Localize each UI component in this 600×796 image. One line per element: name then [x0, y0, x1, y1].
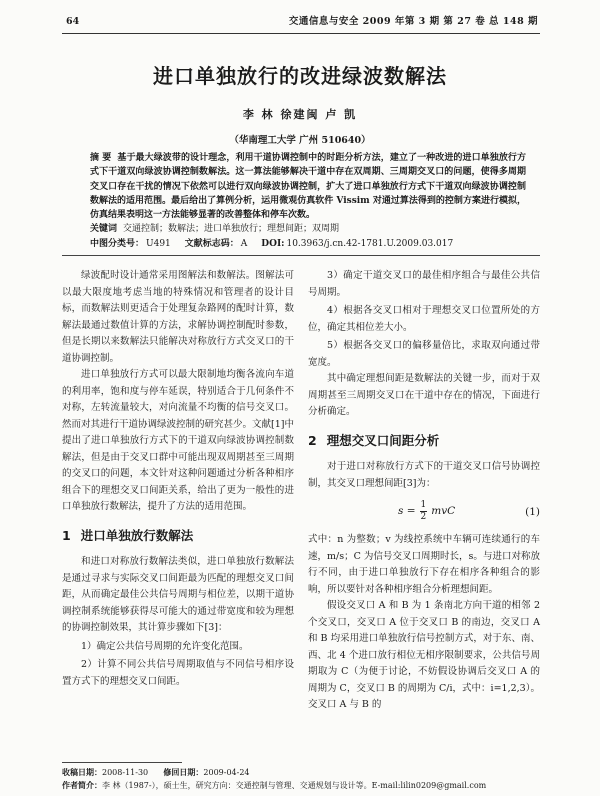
classification-row: [90, 237, 526, 251]
authors: 李 林 徐建闽 卢 凯: [242, 108, 358, 121]
section-1-paragraph: 和进口对称放行数解法类似，进口单独放行数解法是通过寻求与实际交叉口间距最为匹配的理想交叉口间距，从而确定最佳公共信号周期与相位差，以期干道协调控制系统能够获得尽可能大的通过带宽度和较为理想的协调控制效果，其计算步骤如下[3]：: [62, 556, 294, 633]
section-1-number: 1: [62, 527, 71, 543]
transition-paragraph: 其中确定理想间距是数解法的关键一步，而对于双周期甚至三周期交叉口在干道中存在的情况，下面进行分析确定。: [308, 373, 540, 417]
doc-code: [185, 237, 248, 251]
step-1: 1）确定公共信号周期的允许变化范围。: [81, 640, 249, 652]
intro-paragraph-1: 绿波配时设计通常采用图解法和数解法。图解法可以最大限度地考虑当地的特殊情况和管理者的设计目标，而数解法则更适合于处理复杂路网的配时计算，数解法最通过数值计算的方法，求解协调控制配时参数，但是长期以来数解法只能解决对称放行方式交叉口的干道协调控制。: [62, 270, 294, 364]
doi-label: DOI:: [261, 238, 285, 249]
keywords-label: 关键词: [90, 224, 118, 235]
intro-paragraph-2: 进口单独放行方式可以最大限制地均衡各流向车道的利用率，饱和度与停车延误，特别适合于几何条件不对称，左转流量较大，对向流量不均衡的信号交叉口。然而对其进行干道协调绿波控制的研究甚少。文献[1]中提出了进口单独放行方式下的干道双向绿波协调控制数解法，但是由于交叉口群中可能出现双周期甚至三周期的交叉口的问题，本文针对这种问题通过分析各种相序组合下的理想交叉口间距关系，给出了更为一般性的进口单独放行数解法，提升了方法的适用范围。: [62, 369, 294, 512]
footnote-rule: [62, 762, 182, 763]
equation-rhs: mvC: [431, 505, 456, 518]
equation-1: [308, 496, 540, 528]
footnote-dates: [62, 766, 540, 779]
step-2: 2）计算不同公共信号周期取值与不同信号相序设置方式下的理想交叉口间距。: [62, 659, 294, 687]
left-column: [62, 268, 294, 690]
abstract-text: 基于最大绿波带的设计理念，利用干道协调控制中的时距分析方法，建立了一种改进的进口单独放行方式下干道双向绿波协调控制数解法。这一算法能够解决干道中存在双周期、三周期交叉口的问题，使得多周期交叉口存在干扰的情况下依然可以进行双向绿波协调控制，扩大了进口单独放行方式下干道双向绿波协调控制数解法的适用范围。最后给出了算例分析，运用微观仿真软件 Vissim 对通过算法得到的控制方案进行模拟，仿真结果表明这一方法能够显著的改善整体和停车次数。: [90, 153, 526, 221]
revised-label: 修回日期：: [163, 767, 204, 777]
author-bio-label: 作者简介：: [62, 780, 102, 790]
keywords: [90, 222, 526, 236]
abstract-block: [90, 151, 526, 251]
journal-info: 交通信息与安全 2009 年第 3 期 第 27 卷 总 148 期: [288, 16, 538, 27]
section-2-title: 理想交叉口间距分析: [326, 432, 440, 448]
section-2-paragraph-3: 假设交叉口 A 和 B 为 1 条南北方向干道的相邻 2 个交叉口，交叉口 A 位于交叉口 B 的南边，交叉口 A 和 B 均采用进口单独放行信号控制方式，对于东、南、西、北 4 个进口放行相位无相序限制要求，公共信号周期取为 C（为便于讨论，不妨假设协调后交叉口 A 的周期为 C，交叉口 B 的周期为 C/i，式中：i=1,2,3）。交叉口 A 与 B 的: [308, 600, 540, 710]
revised-date: 2009-04-24: [203, 768, 250, 777]
step-5: 5）根据各交叉口的偏移量倍比，求取双向通过带宽度。: [308, 340, 540, 368]
footnote-author: [62, 779, 540, 792]
right-column: [308, 268, 540, 714]
equation-body: [398, 500, 455, 523]
paper-title: 进口单独放行的改进绿波数解法: [153, 64, 447, 88]
abstract-label: 摘 要: [90, 153, 112, 163]
received-date: 2008-11-30: [102, 768, 149, 777]
page-number: 64: [66, 16, 80, 27]
section-2-number: 2: [308, 432, 317, 448]
abstract-divider: [62, 255, 540, 256]
equation-number: (1): [525, 506, 540, 518]
doi-value: 10.3963/j.cn.42-1781.U.2009.03.017: [286, 238, 454, 249]
footnotes: [62, 766, 540, 792]
doc-value: A: [240, 238, 248, 249]
section-2-heading: [308, 433, 540, 450]
keywords-text: 交通控制；数解法；进口单独放行；理想间距；双周期: [123, 224, 340, 235]
author-bio: 李 林（1987-），硕士生，研究方向：交通控制与管理、交通规划与设计等。E-mail:lilin0209@gmail.com: [102, 781, 487, 790]
equation-fraction: [420, 500, 428, 523]
fraction-denominator: 2: [420, 512, 427, 522]
header-rule: [62, 33, 540, 34]
section-1-title: 进口单独放行数解法: [80, 527, 194, 543]
step-3: 3）确定干道交叉口的最佳相序组合与最佳公共信号周期。: [308, 270, 540, 298]
section-2-paragraph-1: 对于进口对称放行方式下的干道交叉口信号协调控制，其交叉口理想间距[3]为：: [308, 461, 540, 489]
clc-label: 中图分类号：: [90, 238, 145, 249]
clc-code: [90, 237, 171, 251]
clc-value: U491: [146, 238, 171, 249]
abstract: [90, 151, 526, 222]
doc-label: 文献标志码：: [184, 238, 239, 249]
doi: [261, 237, 453, 251]
affiliation: （华南理工大学 广州 510640）: [229, 135, 371, 146]
received-label: 收稿日期：: [62, 767, 102, 777]
equation-lhs: s =: [398, 505, 416, 518]
step-4: 4）根据各交叉口相对于理想交叉口位置所处的方位，确定其相位差大小。: [308, 305, 540, 333]
running-header: [66, 14, 538, 30]
section-1-heading: [62, 528, 294, 545]
fraction-numerator: 1: [420, 500, 427, 510]
section-2-paragraph-2: 式中：n 为整数；v 为线控系统中车辆可连续通行的车速，m/s；C 为信号交叉口周期时长，s。与进口对称放行不同，由于进口单独放行下存在相序各种组合的影响，所以要针对各种相序组合分析理想间距。: [308, 534, 540, 595]
